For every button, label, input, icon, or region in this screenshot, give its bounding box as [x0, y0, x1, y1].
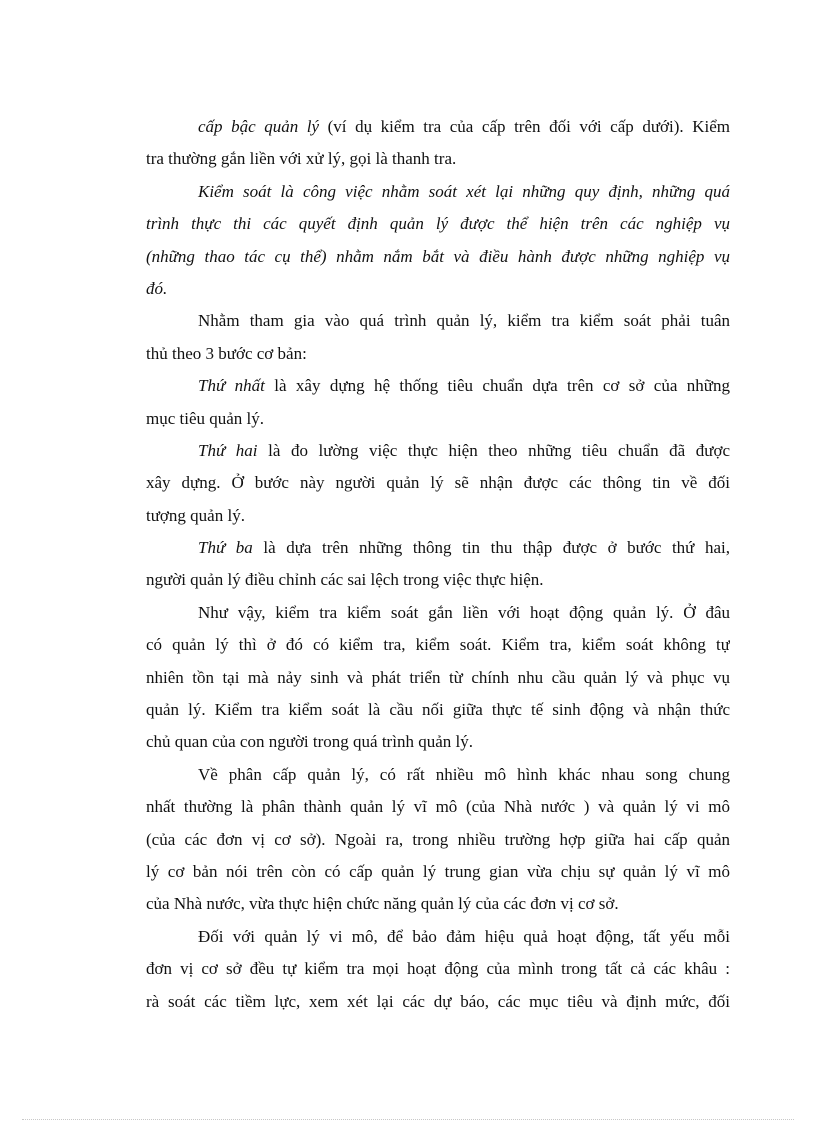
text-line: [146, 241, 730, 273]
text-line: [146, 208, 730, 240]
italic-text-run: Kiểm soát là công việc nhằm soát xét lại những quy định, những quá: [198, 181, 730, 201]
text-line: [146, 273, 730, 305]
text-run: người quản lý điều chỉnh các sai lệch trong việc thực hiện.: [146, 570, 544, 590]
text-line: [146, 986, 730, 1018]
italic-text-run: (những thao tác cụ thể) nhằm nắm bắt và điều hành được những nghiệp vụ: [146, 246, 730, 266]
text-line: [146, 564, 730, 596]
text-line: [146, 532, 730, 564]
text-run: của Nhà nước, vừa thực hiện chức năng quản lý của các đơn vị cơ sở.: [146, 894, 619, 914]
text-run: nhất thường là phân thành quản lý vĩ mô (của Nhà nước ) và quản lý vi mô: [146, 797, 730, 817]
text-line: [146, 791, 730, 823]
italic-text-run: cấp bậc quản lý: [198, 117, 320, 136]
text-run: Về phân cấp quản lý, có rất nhiều mô hình khác nhau song chung: [198, 764, 730, 784]
italic-text-run: Thứ ba: [198, 538, 253, 558]
text-line: [146, 143, 730, 175]
text-run: (ví dụ kiểm tra của cấp trên đối với cấp dưới). Kiểm: [319, 117, 730, 136]
text-run: là đo lường việc thực hiện theo những tiêu chuẩn đã được: [257, 440, 730, 460]
text-run: lý cơ bản nói trên còn có cấp quản lý trung gian vừa chịu sự quản lý vĩ mô: [146, 861, 730, 881]
text-run: mục tiêu quản lý.: [146, 408, 265, 428]
text-line: [146, 662, 730, 694]
text-run: (của các đơn vị cơ sở). Ngoài ra, trong nhiều trường hợp giữa hai cấp quản: [146, 829, 730, 849]
text-run: Như vậy, kiểm tra kiểm soát gắn liền với hoạt động quản lý. Ở đâu: [198, 602, 730, 622]
text-run: rà soát các tiềm lực, xem xét lại các dự báo, các mục tiêu và định mức, đối: [146, 991, 730, 1011]
text-run: xây dựng. Ở bước này người quản lý sẽ nhận được các thông tin về đối: [146, 473, 730, 493]
text-run: đơn vị cơ sở đều tự kiểm tra mọi hoạt động của mình trong tất cả các khâu :: [146, 959, 730, 979]
text-line: [146, 694, 730, 726]
text-run: là dựa trên những thông tin thu thập được ở bước thứ hai,: [252, 538, 730, 558]
text-run: tra thường gắn liền với xử lý, gọi là thanh tra.: [146, 149, 457, 169]
text-run: là xây dựng hệ thống tiêu chuẩn dựa trên cơ sở của những: [264, 376, 730, 396]
text-line: [146, 111, 730, 143]
text-line: [146, 824, 730, 856]
text-line: [146, 726, 730, 758]
text-line: [146, 176, 730, 208]
text-line: [146, 500, 730, 532]
text-run: nhiên tồn tại mà nảy sinh và phát triển từ chính nhu cầu quản lý và phục vụ: [146, 667, 730, 687]
text-line: [146, 467, 730, 499]
text-line: [146, 370, 730, 402]
text-run: chủ quan của con người trong quá trình quản lý.: [146, 732, 473, 752]
text-run: quản lý. Kiểm tra kiểm soát là cầu nối giữa thực tế sinh động và nhận thức: [146, 700, 730, 720]
text-line: [146, 856, 730, 888]
italic-text-run: Thứ nhất: [198, 376, 265, 396]
text-line: [146, 305, 730, 337]
text-line: [146, 435, 730, 467]
text-line: [146, 597, 730, 629]
text-line: [146, 888, 730, 920]
text-run: Đối với quản lý vi mô, để bảo đảm hiệu quả hoạt động, tất yếu mỗi: [198, 926, 730, 946]
text-line: [146, 759, 730, 791]
text-line: [146, 921, 730, 953]
italic-text-run: trình thực thi các quyết định quản lý được thể hiện trên các nghiệp vụ: [146, 214, 730, 234]
text-line: [146, 629, 730, 661]
text-run: Nhằm tham gia vào quá trình quản lý, kiểm tra kiểm soát phải tuân: [198, 311, 730, 331]
italic-text-run: đó.: [146, 278, 168, 298]
text-line: [146, 953, 730, 985]
text-line: [146, 338, 730, 370]
text-line: [146, 403, 730, 435]
page-bottom-divider: [22, 1119, 794, 1120]
document-body: [146, 111, 730, 1018]
italic-text-run: Thứ hai: [198, 440, 258, 460]
text-run: tượng quản lý.: [146, 505, 245, 525]
text-run: thủ theo 3 bước cơ bản:: [146, 343, 307, 363]
text-run: có quản lý thì ở đó có kiểm tra, kiểm soát. Kiểm tra, kiểm soát không tự: [146, 635, 730, 655]
